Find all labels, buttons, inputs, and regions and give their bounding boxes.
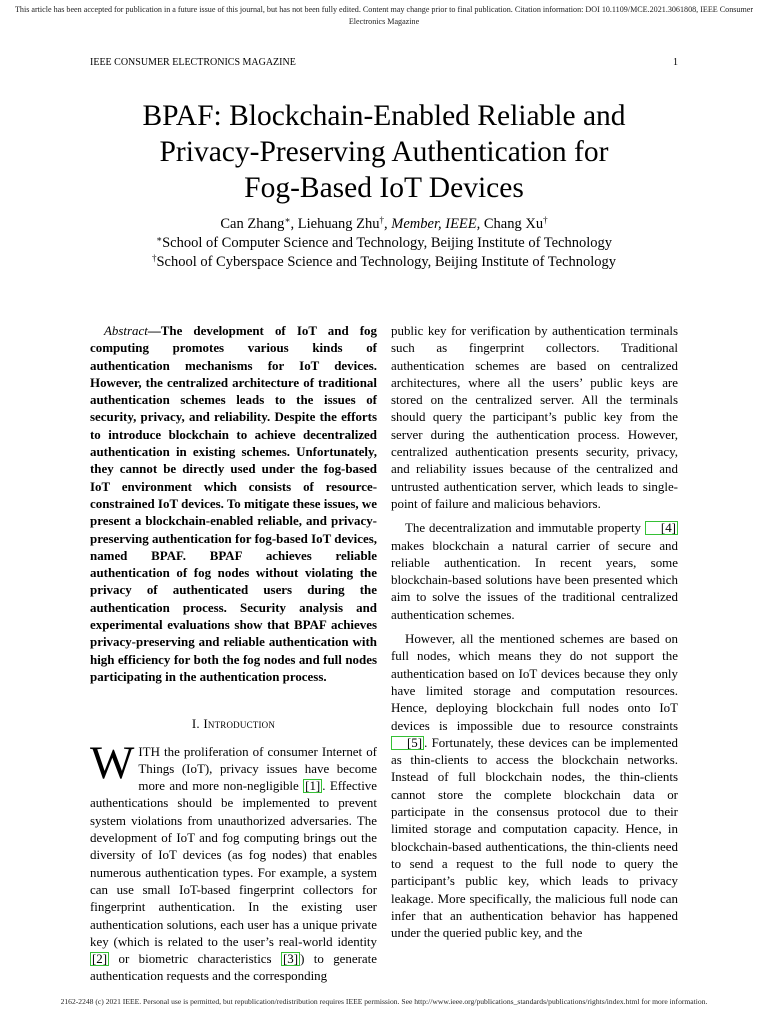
- citation-link[interactable]: [2]: [92, 951, 108, 967]
- affiliation-mark: ∗: [155, 234, 163, 244]
- left-column: [90, 322, 377, 985]
- body-text: or biometric characteristics: [109, 951, 281, 967]
- paper-title: [60, 98, 708, 206]
- affiliation-text: School of Cyberspace Science and Technology, Beijing Institute of Technology: [156, 254, 617, 270]
- author-membership: Member, IEEE,: [391, 216, 481, 232]
- title-line-1: BPAF: Blockchain-Enabled Reliable and: [142, 100, 626, 132]
- citation-link[interactable]: [5]: [391, 736, 424, 750]
- author-name: Can Zhang: [220, 216, 285, 232]
- title-line-2: Privacy-Preserving Authentication for: [159, 136, 609, 168]
- section-number: I.: [191, 716, 200, 732]
- right-column: [391, 322, 678, 941]
- body-text: . Fortunately, these devices can be implemented as thin-clients to access the blockchain networks. Instead of full blockchain nodes, the thin-clients cannot store the complete blockchain data or participate in the consensus protocol due to their limited storage and computation capacity. Hence, in blockchain-based authentications, the thin-clients need to send a request to the full node to query the participant’s public key, which leads to privacy leakage. More specifically, the malicious full node can infer that an authentication behavior has happened under the queried public key, and the: [391, 734, 678, 941]
- citation-link[interactable]: [3]: [282, 951, 299, 967]
- abstract: [90, 322, 377, 685]
- author-mark: †: [543, 215, 548, 225]
- body-text: The decentralization and immutable property: [405, 520, 645, 536]
- running-head: [90, 57, 678, 69]
- body-paragraph: [391, 519, 678, 623]
- copyright-footer: 2162-2248 (c) 2021 IEEE. Personal use is permitted, but republication/redistribution requires IEEE permission. See http://www.ieee.org/publications_standards/publications/rights/index.html for more information.: [60, 997, 708, 1006]
- publication-notice: This article has been accepted for publication in a future issue of this journal, but has not been fully edited. Content may change prior to final publication. Citation information: DOI 10.1109/MCE.2021.3061808, IEEE Consumer Electronics Magazine: [14, 5, 754, 26]
- title-line-3: Fog-Based IoT Devices: [244, 172, 524, 204]
- abstract-label: Abstract: [104, 323, 148, 338]
- author-name: Chang Xu: [483, 216, 544, 232]
- body-text: makes blockchain a natural carrier of secure and reliable authentication. In recent years, some blockchain-based solutions have been presented which aim to solve the issues of the traditional centralized authentication schemes.: [391, 537, 678, 622]
- affiliation-text: School of Computer Science and Technology, Beijing Institute of Technology: [162, 235, 613, 251]
- author-line: Can Zhang∗, Liehuang Zhu†, Member, IEEE, Chang Xu†: [220, 215, 548, 232]
- affiliation: [60, 234, 708, 253]
- body-text: However, all the mentioned schemes are based on full nodes, which means they do not support the authentication based on IoT devices because they only have limited storage and computation resources. Hence, deploying blockchain full nodes onto IoT devices is impossible due to resource constraints: [391, 631, 678, 733]
- section-heading: [90, 715, 377, 732]
- author-mark: †: [379, 215, 385, 225]
- affiliation: [60, 253, 708, 272]
- citation-link[interactable]: [1]: [305, 778, 321, 794]
- author-name: Liehuang Zhu: [297, 216, 380, 232]
- author-block: [60, 215, 708, 272]
- journal-name: IEEE CONSUMER ELECTRONICS MAGAZINE: [90, 57, 296, 68]
- body-text: ITH the proliferation of consumer Internet of Things (IoT), privacy issues have become more and more non-negligible: [138, 743, 377, 794]
- drop-cap: W: [90, 736, 135, 789]
- affiliation-mark: †: [151, 253, 157, 263]
- body-paragraph: [391, 630, 678, 941]
- citation-link[interactable]: [4]: [645, 521, 678, 535]
- section-title: Introduction: [203, 716, 276, 732]
- author-mark: ∗: [284, 215, 291, 225]
- body-text: ) to generate authentication requests and the corresponding: [90, 951, 378, 984]
- page-number: 1: [673, 57, 678, 68]
- intro-paragraph: [90, 736, 378, 985]
- body-paragraph: public key for verification by authentication terminals such as fingerprint collectors. Traditional authentication schemes are based on centralized architectures, where all the users’ public keys are stored on the centralized server. All the terminals should query the participant’s public key from the server during the authentication process. However, centralized authentication presents security, privacy, and reliability issues because of the centralized and untrusted authentication server, which leads to single-point of failure and malicious behaviors.: [391, 323, 678, 511]
- abstract-text: —The development of IoT and fog computing promotes various kinds of authentication mechanisms for IoT devices. However, the centralized architecture of traditional authentication schemes leads to the issues of security, privacy, and reliability. Despite the efforts to introduce blockchain to achieve decentralized authentication in existing schemes. Unfortunately, they cannot be directly used under the fog-based IoT environment which consists of resource-constrained IoT devices. To mitigate these issues, we present a blockchain-enabled reliable, and privacy-preserving authentication for fog-based IoT devices, named BPAF. BPAF achieves reliable authentication of fog nodes without violating the privacy of authenticated users during the authentication process. Security analysis and experimental evaluations show that BPAF achieves privacy-preserving and reliable authentication with high efficiency for both the fog nodes and full nodes participating in the authentication process.: [90, 323, 377, 684]
- body-text: . Effective authentications should be implemented to prevent system violations from unauthorized adversaries. The development of IoT and fog computing brings out the diversity of IoT devices (as fog nodes) that enables numerous authentication types. For example, a system can use small IoT-based fingerprint collectors for fingerprint authentication. In the existing user authentication solutions, each user has a unique private key (which is related to the user’s real-world identity: [90, 778, 378, 949]
